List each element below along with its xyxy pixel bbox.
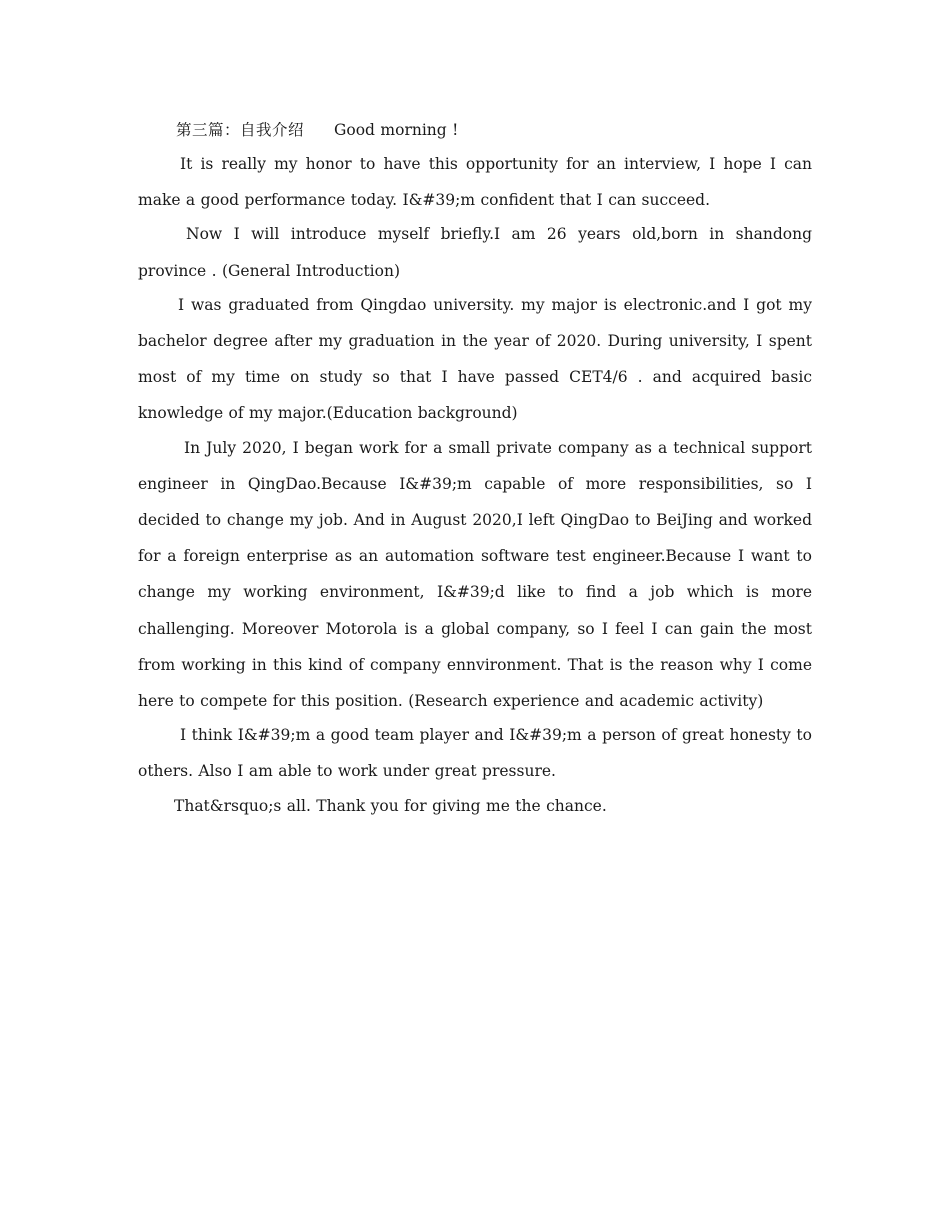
paragraph-personality: I think I&#39;m a good team player and I&#39;m a person of great honesty to others. Also I am able to work under great pressure. xyxy=(138,726,812,781)
document-body xyxy=(138,112,812,822)
document-title: 第三篇：自我介绍 xyxy=(176,121,305,139)
paragraph-experience: In July 2020, I began work for a small private company as a technical support engineer in QingDao.Because I&#39;m capable of more responsibilities, so I decided to change my job. And in August 2020,I left QingDao to BeiJing and worked for a foreign enterprise as an automation software test engineer.Because I want to change my working environment, I&#39;d like to find a job which is more challenging. Moreover Motorola is a global company, so I feel I can gain the most from working in this kind of company ennvironment. That is the reason why I come here to compete for this position. (Research experience and academic activity) xyxy=(138,438,812,711)
heading-line xyxy=(138,112,812,148)
paragraph-intro: It is really my honor to have this opportunity for an interview, I hope I can make a good performance today. I&#39;m confident that I can succeed. xyxy=(138,155,812,210)
paragraph-closing: That&rsquo;s all. Thank you for giving me the chance. xyxy=(174,796,607,815)
greeting-text: Good morning ! xyxy=(334,121,459,139)
paragraph-general-introduction: Now I will introduce myself briefly.I am 26 years old,born in shandong province . (General Introduction) xyxy=(138,225,812,280)
paragraph-education: I was graduated from Qingdao university. my major is electronic.and I got my bachelor degree after my graduation in the year of 2020. During university, I spent most of my time on study so that I have passed CET4/6 . and acquired basic knowledge of my major.(Education background) xyxy=(138,295,812,423)
